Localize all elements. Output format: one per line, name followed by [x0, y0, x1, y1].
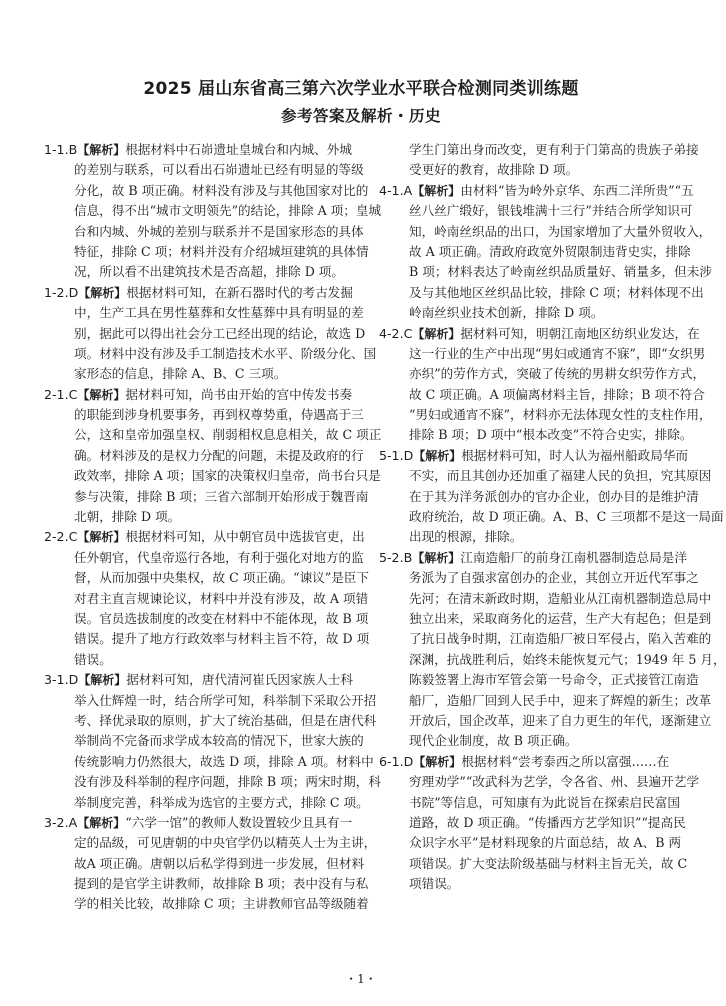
analysis-tag: 【解析】	[77, 815, 126, 830]
answer-continuation-line: 举入仕辉煌一时，结合所学可知，科举制下采取公开招	[74, 692, 377, 708]
answer-continuation-line: 别，据此可以得出社会分工已经出现的结论，故选 D	[74, 325, 366, 341]
answer-text: 根据材料中石峁遗址皇城台和内城、外城	[125, 142, 352, 157]
answer-text: 根据材料“尝考泰西之所以富强……在	[461, 753, 670, 769]
question-number: 6-1.D	[379, 753, 414, 769]
answer-continuation-line: 错误。	[74, 651, 112, 667]
answer-continuation-line: 项错误。扩大变法阶级基础与材料主旨无关，故 C	[409, 855, 688, 871]
answer-continuation-line: 现代企业制度，故 B 项正确。	[409, 733, 578, 749]
answer-continuation-line: 岭南丝织业技术创新，排除 D 项。	[409, 305, 604, 321]
answer-text: 据材料可知，唐代清河崔氏因家族人士科	[126, 672, 353, 688]
answer-continuation-line: 了抗日战争时期，江南造船厂被日军侵占，陷入苦难的	[409, 631, 712, 647]
answer-continuation-line: “男妇或通宵不寐”，材料亦无法体现女性的支柱作用，	[409, 407, 712, 423]
answer-continuation-line: 举制尚不完备而求学成本较高的情况下，世家大族的	[74, 733, 364, 749]
question-number: 5-1.D	[379, 447, 414, 463]
analysis-tag: 【解析】	[412, 326, 461, 341]
answer-first-line	[44, 385, 353, 405]
answer-continuation-line: 故 C 项正确。A 项偏离材料主旨，排除；B 项不符合	[409, 386, 705, 402]
analysis-tag: 【解析】	[77, 530, 126, 545]
answer-continuation-line: 的差别与联系，可以看出石峁遗址已经有明显的等级	[74, 162, 364, 178]
answer-continuation-line: 知，岭南丝织品的出口，为国家增加了大量外贸收入，	[409, 223, 712, 239]
answer-continuation-line: 信息，得不出“城市文明领先”的结论，排除 A 项；皇城	[74, 203, 382, 219]
answer-continuation-line: 分化，故 B 项正确。材料没有涉及与其他国家对比的	[74, 182, 369, 198]
answer-continuation-line: 深渊，抗战胜利后，始终未能恢复元气；1949 年 5 月，	[409, 651, 726, 667]
answer-continuation-line: 务派为了自强求富创办的企业，其创立开近代军事之	[409, 570, 699, 586]
answer-first-line	[379, 324, 700, 344]
answer-text: 根据材料可知，时人认为福州船政局华而	[461, 447, 688, 463]
answer-continuation-line: 的职能到涉身机要事务，再到权尊势重，侍遇高于三	[74, 407, 364, 423]
answer-first-line	[44, 140, 352, 160]
answer-continuation-line: 参与决策，排除 B 项；三省六部制开始形成于魏晋南	[74, 488, 369, 504]
answer-continuation-line: 北朝，排除 D 项。	[74, 509, 181, 525]
analysis-tag: 【解析】	[413, 754, 462, 769]
answer-text: 据材料可知，尚书由开始的宫中传发书奏	[125, 386, 353, 402]
left-column	[44, 140, 382, 915]
answer-continuation-line: 特征，排除 C 项；材料并没有介绍城垣建筑的具体情	[74, 243, 369, 259]
answer-continuation-line: 船厂，造船厂回到人民手中，迎来了辉煌的新生；改革	[409, 692, 712, 708]
answer-text: 江南造船厂的前身江南机器制造总局是洋	[460, 549, 687, 565]
analysis-tag: 【解析】	[78, 673, 127, 688]
answer-continuation-line: 政府统治，故 D 项正确。A、B、C 三项都不是这一局面	[409, 509, 724, 525]
analysis-tag: 【解析】	[77, 387, 126, 402]
answer-first-line	[44, 670, 353, 690]
answer-continuation-line: 书院”等信息，可知康有为此说旨在探索启民富国	[409, 794, 680, 810]
answer-continuation-line: 举制度完善，科举成为选官的主要方式，排除 C 项。	[74, 794, 369, 810]
answer-first-line	[44, 283, 353, 303]
answer-continuation-line: 故A 项正确。唐朝以后私学得到进一步发展，但材料	[74, 855, 365, 871]
question-number: 3-1.D	[44, 672, 79, 688]
answer-continuation-line: 公，这和皇帝加强皇权、削弱相权息息相关，故 C 项正	[74, 427, 382, 443]
answer-continuation-line: 对君主直言规谏论议，材料中并没有涉及，故 A 项错	[74, 590, 369, 606]
answer-continuation-line: 况，所以看不出建筑技术是否高超，排除 D 项。	[74, 264, 344, 280]
document-subtitle: 参考答案及解析・历史	[280, 107, 441, 125]
answer-continuation-line: 考、择优录取的原则，扩大了统治基础，但是在唐代科	[74, 712, 377, 728]
answer-continuation-line: 不实，而且其创办还加重了福建人民的负担，究其原因	[409, 468, 712, 484]
answer-continuation-line: 受更好的教育，故排除 D 项。	[409, 162, 579, 178]
question-number: 5-2.B	[379, 549, 413, 565]
answer-continuation-line: 定的品级，可见唐朝的中央官学仍以精英人士为主讲，	[74, 835, 377, 851]
analysis-tag: 【解析】	[78, 285, 127, 300]
answer-continuation-line: 这一行业的生产中出现“男妇或通宵不寐”，即“女织男	[409, 345, 706, 361]
answer-continuation-line: 没有涉及科举制的程序问题，排除 B 项；两宋时期，科	[74, 774, 381, 790]
question-number: 4-2.C	[379, 325, 413, 341]
right-column	[379, 140, 726, 894]
analysis-tag: 【解析】	[412, 183, 461, 198]
answer-continuation-line: 学的相关比较，故排除 C 项；主讲教师官品等级随着	[74, 896, 369, 912]
answer-text: 根据材料可知，在新石器时代的考古发掘	[126, 284, 353, 300]
document-title: 2025 届山东省高三第六次学业水平联合检测同类训练题	[143, 79, 579, 99]
answer-text: “六学一馆”的教师人数设置较少且具有一	[125, 814, 353, 830]
answer-continuation-line: 亦织”的劳作方式，突破了传统的男耕女织劳作方式，	[409, 366, 706, 382]
answer-first-line	[379, 548, 687, 568]
answer-first-line	[379, 181, 694, 201]
answer-first-line	[44, 527, 365, 547]
answer-continuation-line: 独立出来，采取商务化的运营，生产大有起色；但是到	[409, 610, 712, 626]
answer-continuation-line: 众识字水平”是材料现象的片面总结，故 A、B 两	[409, 835, 682, 851]
answer-continuation-line: 传统影响力仍然很大，故选 D 项，排除 A 项。材料中	[74, 753, 374, 769]
answer-first-line	[379, 446, 688, 466]
answer-continuation-line: 政效率，排除 A 项；国家的决策权归皇帝，尚书台只是	[74, 468, 381, 484]
answer-continuation-line: 确。材料涉及的是权力分配的问题，未提及政府的行	[74, 447, 364, 463]
answer-first-line	[379, 752, 684, 772]
answer-continuation-line: 排除 B 项；D 项中“根本改变”不符合史实，排除。	[409, 427, 693, 443]
answer-continuation-line: 在于其为洋务派创办的官办企业，创办目的是维护清	[409, 488, 699, 504]
answer-text: 根据材料可知，从中朝官员中选拔官吏，出	[125, 529, 365, 545]
question-number: 2-1.C	[44, 386, 78, 402]
answer-continuation-line: 道路，故 D 项正确。“传播西方艺学知识”“提高民	[409, 814, 686, 830]
answer-continuation-line: 误。官员选拔制度的改变在材料中不能体现，故 B 项	[74, 610, 369, 626]
analysis-tag: 【解析】	[77, 143, 126, 157]
answer-continuation-line: 项。材料中没有涉及手工制造技术水平、阶级分化、国	[74, 345, 377, 361]
answer-continuation-line: 陈毅签署上海市军管会第一号命令，正式接管江南造	[409, 672, 699, 688]
answer-continuation-line: 任外朝官，代皇帝巡行各地，有利于强化对地方的监	[74, 549, 364, 565]
answer-text: 据材料可知，明朝江南地区纺织业发达，在	[460, 325, 700, 341]
question-number: 1-2.D	[44, 284, 79, 300]
answer-continuation-line: 家形态的信息，排除 A、B、C 三项。	[74, 366, 287, 382]
answer-continuation-line: 提到的是官学主讲教师，故排除 B 项；表中没有与私	[74, 876, 369, 892]
answer-continuation-line: 出现的根源，排除。	[409, 529, 523, 545]
answer-continuation-line: 及与其他地区丝织品比较，排除 C 项；材料体现不出	[409, 284, 704, 300]
question-number: 2-2.C	[44, 529, 78, 545]
answer-continuation-line: 项错误。	[409, 876, 460, 892]
answer-text: 由材料“皆为岭外京华、东西二洋所贵”“五	[460, 182, 694, 198]
answer-continuation-line: 开放后，国企改革，迎来了自力更生的年代，逐渐建立	[409, 712, 712, 728]
answer-continuation-line: 错误。提升了地方行政效率与材料主旨不符，故 D 项	[74, 631, 370, 647]
answer-continuation-line: 故 A 项正确。清政府政宽外贸限制违背史实，排除	[409, 243, 691, 259]
answer-first-line	[44, 813, 353, 833]
answer-continuation-line: 督，从而加强中央集权，故 C 项正确。“谏议”是臣下	[74, 570, 369, 586]
analysis-tag: 【解析】	[413, 448, 462, 463]
answer-continuation-line: 学生门第出身而改变，更有利于门第高的贵族子弟接	[409, 142, 699, 157]
answer-continuation-line: B 项；材料表达了岭南丝织品质量好、销量多，但未涉	[409, 264, 712, 280]
answer-continuation-line: 穷理劝学”“改武科为艺学，令各省、州、县遍开艺学	[409, 774, 699, 790]
answer-continuation-line: 先河；在清末新政时期，造船业从江南机器制造总局中	[409, 590, 712, 606]
question-number: 4-1.A	[379, 182, 413, 198]
answer-continuation-line: 台和内城、外城的差别与联系并不是国家形态的具体	[74, 223, 364, 239]
question-number: 1-1.B	[44, 142, 78, 157]
answer-continuation-line: 丝八丝广缎好，银钱堆满十三行”并结合所学知识可	[409, 203, 693, 219]
question-number: 3-2.A	[44, 814, 78, 830]
answer-continuation-line: 中，生产工具在男性墓葬和女性墓葬中具有明显的差	[74, 305, 364, 321]
page-number: ・1・	[345, 972, 377, 986]
analysis-tag: 【解析】	[412, 550, 461, 565]
